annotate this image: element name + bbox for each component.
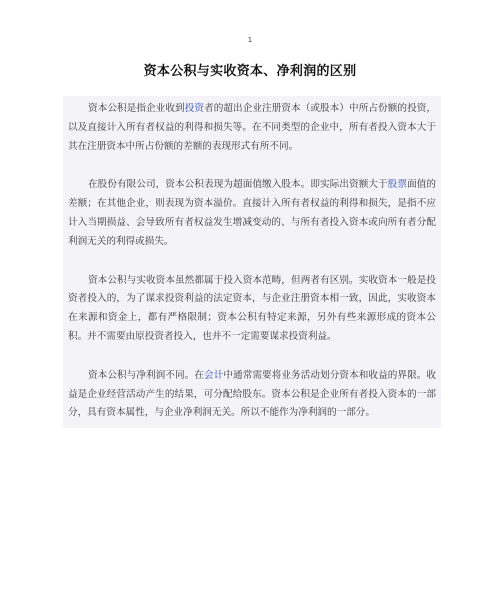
paragraph-text: 在股份有限公司，资本公积表现为超面值缴入股本。即实际出资额大于 bbox=[88, 179, 388, 191]
paragraph-text: 资本公积是指企业收到 bbox=[88, 103, 185, 114]
paragraph-text: 资本公积与实收资本虽然都属于投入资本范畴，但两者有区别。实收资本一般是投资者投入的，为了谋求投资利益的法定资本，与企业注册资本相一致，因此，实收资本在来源和资金上，都有严格限制；资本公积有特定来源，另外有些来源形成的资本公积。并不需要由原投资者投入，也并不一定需要谋求投资利益。 bbox=[68, 274, 436, 342]
link-accounting[interactable]: 会计 bbox=[204, 369, 224, 381]
document-body bbox=[63, 96, 441, 428]
paragraph-text: 资本公积与净利润不同。在 bbox=[88, 369, 205, 381]
link-stock[interactable]: 股票 bbox=[387, 179, 408, 191]
document-title: 资本公积与实收资本、净利润的区别 bbox=[143, 64, 357, 79]
paragraph-joint-stock-company bbox=[68, 176, 436, 251]
page-number: 1 bbox=[247, 36, 253, 44]
paragraph-capital-reserve-definition bbox=[68, 100, 436, 156]
paragraph-text: 者的超出企业注册资本（或股本）中所占份额的投资，以及直接计入所有者权益的利得和损失等。在不同类型的企业中，所有者投入资本大于其在注册资本中所占份额的差额的表现形式有所不同。 bbox=[68, 103, 437, 152]
link-investment[interactable]: 投资 bbox=[184, 103, 205, 114]
paragraph-text: 面值的差额；在其他企业，则表现为资本溢价。直接计入所有者权益的利得和损失，是指不应计入当期损益、会导致所有者权益发生增减变动的、与所有者投入资本或向所有者分配利润无关的利得或损失。 bbox=[68, 179, 437, 247]
paragraph-net-profit bbox=[68, 367, 436, 423]
paragraph-paid-in-capital bbox=[68, 272, 436, 347]
paragraph-text: 中通常需要将业务活动划分资本和收益的界限。收益是企业经营活动产生的结果，可分配给股东。资本公积是企业所有者投入资本的一部分，具有资本属性，与企业净利润无关。所以不能作为净利润的一部分。 bbox=[68, 369, 437, 419]
